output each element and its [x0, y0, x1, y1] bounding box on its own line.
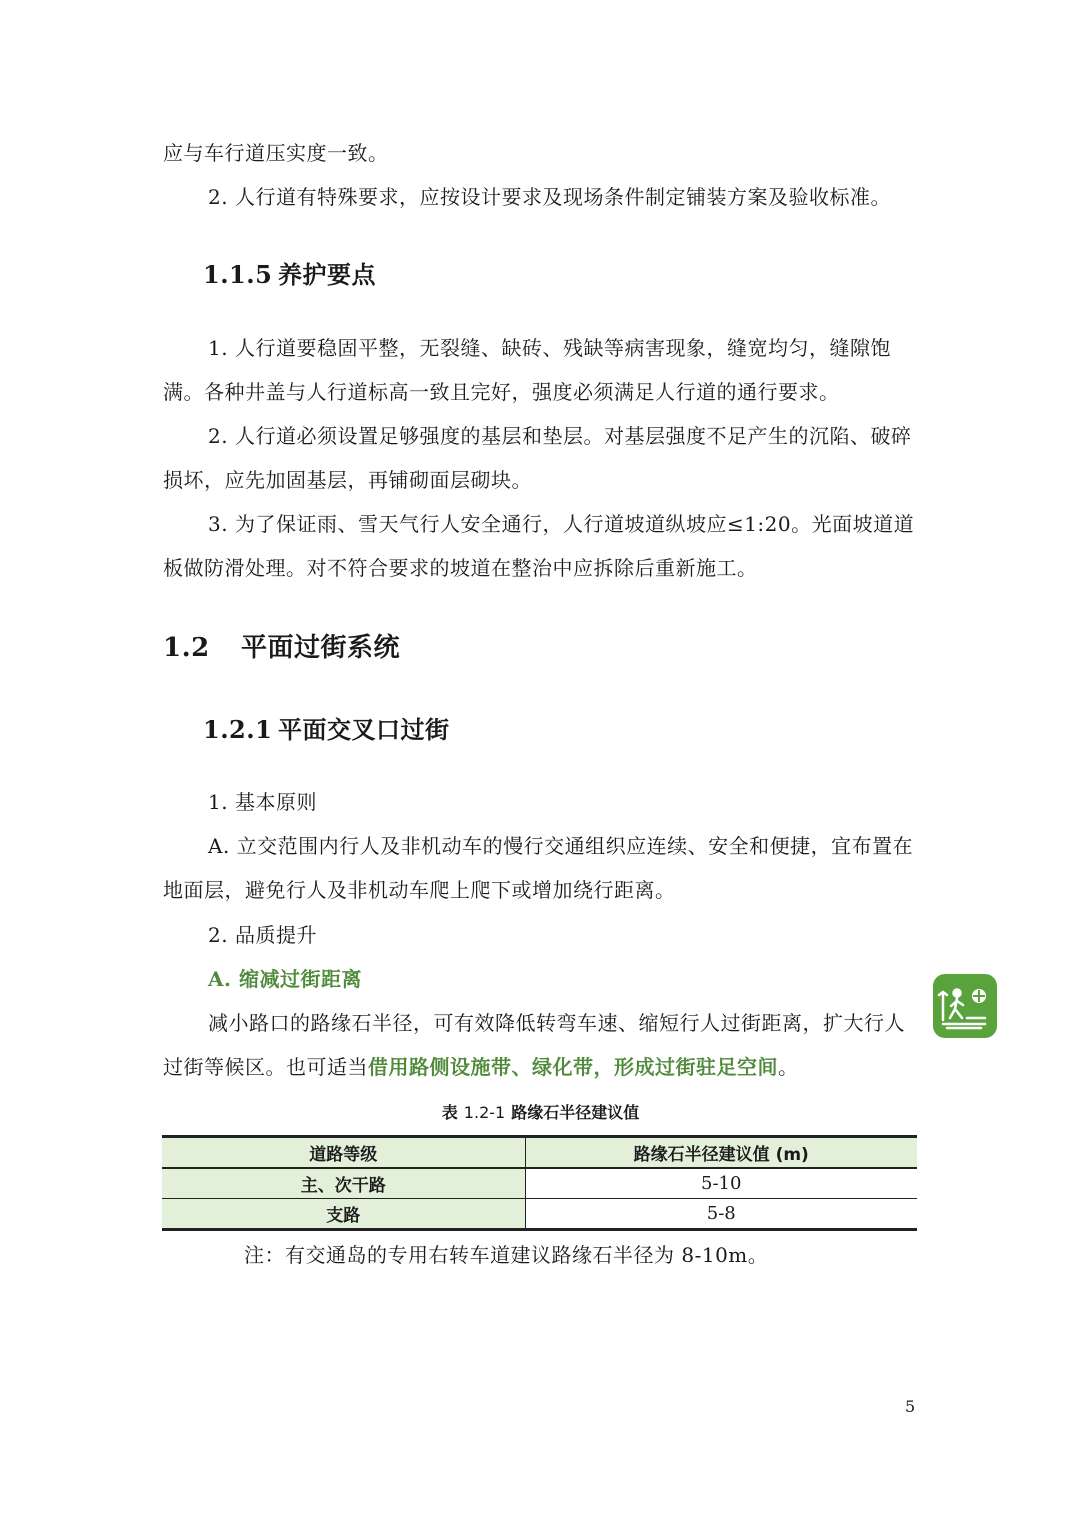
page-number: 5 [905, 1397, 916, 1416]
caption-prefix: 表 [441, 1103, 458, 1122]
curb-radius-table [162, 1135, 917, 1231]
table-caption [163, 1100, 918, 1123]
text-run: 。 [778, 1055, 799, 1079]
table-note: 注：有交通岛的专用右转车道建议路缘石半径为 8-10m。 [244, 1243, 769, 1267]
header-road-class: 道路等级 [162, 1137, 525, 1169]
section-number: 1.2.1 [203, 715, 273, 744]
paragraph-continuation: 应与车行道压实度一致。 [163, 141, 389, 165]
paragraph-maintenance-1: 1. 人行道要稳固平整，无裂缝、缺砖、残缺等病害现象，缝宽均匀，缝隙饱满。各种井盖与人行道标高一致且完好，强度必须满足人行道的通行要求。 [163, 336, 891, 404]
section-heading-1-1-5 [203, 255, 376, 290]
text-run: 减小路口的路缘石半径，可有效降低转弯车速、缩短行人过街距离，扩大行人过街等候区。也可适当 [163, 1011, 905, 1079]
paragraph-maintenance-3: 3. 为了保证雨、雪天气行人安全通行，人行道坡道纵坡应≤1:20。光面坡道道板做防滑处理。对不符合要求的坡道在整治中应拆除后重新施工。 [163, 512, 915, 580]
paragraph-quality-upgrade: 2. 品质提升 [208, 923, 317, 947]
section-number: 1.2 [163, 633, 210, 663]
section-title: 平面交叉口过街 [278, 715, 450, 744]
table-cell: 支路 [162, 1199, 525, 1230]
section-heading-1-2-1 [203, 710, 450, 745]
paragraph-maintenance-2: 2. 人行道必须设置足够强度的基层和垫层。对基层强度不足产生的沉陷、破碎损坏，应先加固基层，再铺砌面层砌块。 [163, 424, 912, 492]
header-curb-radius: 路缘石半径建议值 (m) [525, 1137, 917, 1169]
paragraph-shorten-distance: A. 缩减过街距离 [208, 967, 362, 991]
pedestrian-crossing-icon [933, 974, 997, 1038]
paragraph-curb-radius [163, 1001, 918, 1089]
table-cell: 5-10 [525, 1168, 917, 1199]
table-cell: 5-8 [525, 1199, 917, 1230]
table-row [162, 1199, 917, 1230]
section-number: 1.1.5 [203, 260, 273, 289]
paragraph-item-2: 2. 人行道有特殊要求，应按设计要求及现场条件制定铺装方案及验收标准。 [208, 185, 891, 209]
paragraph-principle-a: A. 立交范围内行人及非机动车的慢行交通组织应连续、安全和便捷，宜布置在地面层，避免行人及非机动车爬上爬下或增加绕行距离。 [163, 834, 914, 902]
caption-title: 路缘石半径建议值 [511, 1103, 640, 1122]
highlighted-text: 借用路侧设施带、绿化带，形成过街驻足空间 [368, 1055, 778, 1079]
table-header-row [162, 1137, 917, 1169]
section-title: 平面过街系统 [241, 633, 401, 663]
caption-number: 1.2-1 [463, 1103, 506, 1122]
section-heading-1-2 [163, 627, 400, 664]
paragraph-basic-principle: 1. 基本原则 [208, 790, 317, 814]
table-row [162, 1168, 917, 1199]
pedestrian-crossing-icon-svg [933, 974, 997, 1038]
table-cell: 主、次干路 [162, 1168, 525, 1199]
section-title: 养护要点 [278, 260, 376, 289]
